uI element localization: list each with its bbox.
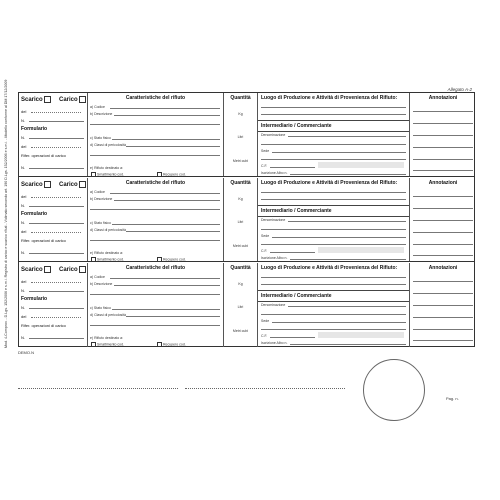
classi-label: d) Classi di pericolosità (90, 313, 126, 317)
rif-operazioni-label: Rifer. operazioni di carico (21, 238, 66, 243)
denominazione-field-2[interactable] (261, 144, 406, 145)
rif-operazioni-label: Rifer. operazioni di carico (21, 153, 66, 158)
annotazioni-column (409, 178, 476, 261)
destinato-label: e) Rifiuto destinato a: (90, 251, 124, 255)
classi-field[interactable] (126, 316, 220, 317)
del-field[interactable] (31, 112, 81, 113)
iscrizione-label: Iscrizione Albo n. (261, 341, 288, 345)
intermediario-header: Intermediario / Commerciante (261, 293, 332, 299)
codice-label: a) Codice (90, 190, 105, 194)
luogo-header: Luogo di Produzione e Attività di Provenienza del Rifiuto: (261, 180, 398, 186)
del-label: del (21, 194, 27, 199)
codice-field[interactable] (110, 108, 220, 109)
del-field[interactable] (31, 197, 81, 198)
intermediario-header: Intermediario / Commerciante (261, 123, 332, 129)
annotazioni-line[interactable] (413, 232, 473, 233)
cf-grey-box (318, 162, 404, 168)
annotazioni-line[interactable] (413, 123, 473, 124)
scarico-label: Scarico (21, 181, 51, 188)
litri-label: Litri (237, 305, 244, 309)
descrizione-label: b) Descrizione (90, 282, 113, 286)
annotazioni-line[interactable] (413, 317, 473, 318)
recupero-checkbox[interactable] (157, 172, 162, 177)
denominazione-field-2[interactable] (261, 314, 406, 315)
annotazioni-column (409, 263, 476, 347)
iscrizione-field[interactable] (290, 344, 406, 345)
annotazioni-header: Annotazioni (428, 95, 458, 101)
stamp-circle (363, 359, 425, 421)
descrizione-field[interactable] (114, 285, 220, 286)
smaltimento-option: Smaltimento cod. (90, 342, 124, 347)
smaltimento-option: Smaltimento cod. (90, 257, 124, 262)
destinato-label: e) Rifiuto destinato a: (90, 166, 124, 170)
carico-checkbox[interactable] (79, 266, 86, 273)
register-table (18, 92, 475, 347)
luogo-field-2[interactable] (261, 199, 406, 200)
caratteristiche-column (87, 93, 223, 176)
annotazioni-line[interactable] (413, 281, 473, 282)
kg-label: Kg (238, 197, 243, 201)
del-label: del (21, 109, 27, 114)
rif-n-field[interactable] (29, 338, 84, 339)
iscrizione-field[interactable] (290, 259, 406, 260)
kg-label: Kg (238, 112, 243, 116)
annotazioni-line[interactable] (413, 329, 473, 330)
register-entry (19, 93, 474, 177)
cf-label: C.F. (261, 164, 268, 168)
classi-field-2[interactable] (90, 155, 220, 156)
descrizione-field-2[interactable] (90, 209, 220, 210)
smaltimento-option: Smaltimento cod. (90, 172, 124, 177)
smaltimento-checkbox[interactable] (91, 172, 96, 177)
kg-label: Kg (238, 282, 243, 286)
destinato-label: e) Rifiuto destinato a: (90, 336, 124, 340)
codice-field[interactable] (110, 278, 220, 279)
recupero-checkbox[interactable] (157, 342, 162, 347)
intermediario-header: Intermediario / Commerciante (261, 208, 332, 214)
register-entry (19, 178, 474, 262)
annotazioni-line[interactable] (413, 340, 473, 341)
cf-field[interactable] (270, 252, 315, 253)
denominazione-label: Denominazione (261, 133, 286, 137)
rif-n-field[interactable] (29, 168, 84, 169)
del-label: del (21, 279, 27, 284)
luogo-column (257, 178, 409, 261)
descrizione-field[interactable] (114, 115, 220, 116)
carico-checkbox[interactable] (79, 96, 86, 103)
caratteristiche-header: Caratteristiche del rifiuto (125, 95, 186, 101)
codice-label: a) Codice (90, 105, 105, 109)
classi-field-2[interactable] (90, 325, 220, 326)
scarico-label: Scarico (21, 96, 51, 103)
stato-fisico-label: c) Stato fisico (90, 136, 112, 140)
denominazione-field[interactable] (288, 136, 406, 137)
luogo-field-1[interactable] (261, 107, 406, 108)
descrizione-field-2[interactable] (90, 124, 220, 125)
footer-code: DEMO.N (18, 350, 34, 355)
signature-line-left (18, 388, 178, 389)
formulario-n-label: N. (21, 305, 25, 310)
sede-field-2[interactable] (261, 244, 406, 245)
formulario-n-field[interactable] (29, 138, 84, 139)
n-label: N. (21, 288, 25, 293)
scarico-checkbox[interactable] (44, 181, 51, 188)
formulario-n-field[interactable] (29, 308, 84, 309)
annotazioni-header: Annotazioni (428, 265, 458, 271)
litri-label: Litri (237, 135, 244, 139)
annotazioni-header: Annotazioni (428, 180, 458, 186)
sede-label: Sede (261, 234, 270, 238)
sede-field[interactable] (272, 152, 406, 153)
classi-label: d) Classi di pericolosità (90, 143, 126, 147)
sede-field-2[interactable] (261, 159, 406, 160)
annotazioni-line[interactable] (413, 159, 473, 160)
carico-checkbox[interactable] (79, 181, 86, 188)
luogo-header: Luogo di Produzione e Attività di Provenienza del Rifiuto: (261, 95, 398, 101)
annotazioni-line[interactable] (413, 293, 473, 294)
smaltimento-checkbox[interactable] (91, 257, 96, 262)
formulario-del-field[interactable] (31, 232, 81, 233)
formulario-label: Formulario (21, 296, 48, 302)
stato-fisico-field[interactable] (112, 224, 220, 225)
luogo-field-2[interactable] (261, 284, 406, 285)
sede-label: Sede (261, 319, 270, 323)
scarico-checkbox[interactable] (44, 266, 51, 273)
side-note: Mod. 4-Comprov. - D.Lgs. 152/2006 e s.m.i. Registro di carico e scarico rifiuti - Vidimato secondo art. 190 D.Lgs. 152/2006 e s.m.i. - Modello conforme al DM 17/12/2009 (4, 79, 8, 348)
formulario-label: Formulario (21, 211, 48, 217)
stato-fisico-label: c) Stato fisico (90, 221, 112, 225)
register-entry (19, 263, 474, 347)
formulario-n-field[interactable] (29, 223, 84, 224)
cf-grey-box (318, 247, 404, 253)
classi-field-2[interactable] (90, 240, 220, 241)
descrizione-label: b) Descrizione (90, 197, 113, 201)
sede-field[interactable] (272, 322, 406, 323)
luogo-field-1[interactable] (261, 192, 406, 193)
cf-field[interactable] (270, 167, 315, 168)
formulario-del-field[interactable] (31, 147, 81, 148)
quantita-header: Quantità (230, 180, 251, 186)
annotazioni-line[interactable] (413, 147, 473, 148)
quantita-column (223, 263, 257, 347)
cf-field[interactable] (270, 337, 315, 338)
stato-fisico-field[interactable] (112, 309, 220, 310)
carico-label: Carico (59, 96, 86, 103)
luogo-header: Luogo di Produzione e Attività di Provenienza del Rifiuto: (261, 265, 398, 271)
smaltimento-checkbox[interactable] (91, 342, 96, 347)
annotazioni-line[interactable] (413, 255, 473, 256)
rif-n-label: N. (21, 165, 25, 170)
quantita-header: Quantità (230, 95, 251, 101)
classi-field[interactable] (126, 231, 220, 232)
rif-n-label: N. (21, 335, 25, 340)
signature-line-right (185, 388, 345, 389)
recupero-option: Recupero cod. (156, 257, 186, 262)
luogo-column (257, 263, 409, 347)
luogo-column (257, 93, 409, 176)
annotazioni-line[interactable] (413, 208, 473, 209)
carico-label: Carico (59, 181, 86, 188)
iscrizione-field[interactable] (290, 174, 406, 175)
cf-label: C.F. (261, 334, 268, 338)
metri-cubi-label: Metri cubi (232, 244, 249, 248)
annotazioni-column (409, 93, 476, 176)
caratteristiche-column (87, 178, 223, 261)
metri-cubi-label: Metri cubi (232, 159, 249, 163)
stato-fisico-label: c) Stato fisico (90, 306, 112, 310)
sede-label: Sede (261, 149, 270, 153)
n-label: N. (21, 118, 25, 123)
metri-cubi-label: Metri cubi (232, 329, 249, 333)
quantita-column (223, 178, 257, 261)
caratteristiche-column (87, 263, 223, 347)
denominazione-label: Denominazione (261, 218, 286, 222)
recupero-option: Recupero cod. (156, 342, 186, 347)
codice-field[interactable] (110, 193, 220, 194)
annotazioni-line[interactable] (413, 135, 473, 136)
quantita-header: Quantità (230, 265, 251, 271)
litri-label: Litri (237, 220, 244, 224)
cf-grey-box (318, 332, 404, 338)
scarico-checkbox[interactable] (44, 96, 51, 103)
formulario-del-label: del (21, 314, 27, 319)
quantita-column (223, 93, 257, 176)
formulario-n-label: N. (21, 220, 25, 225)
recupero-checkbox[interactable] (157, 257, 162, 262)
scarico-label: Scarico (21, 266, 51, 273)
rif-n-field[interactable] (29, 253, 84, 254)
n-label: N. (21, 203, 25, 208)
carico-label: Carico (59, 266, 86, 273)
caratteristiche-header: Caratteristiche del rifiuto (125, 180, 186, 186)
annotazioni-line[interactable] (413, 220, 473, 221)
sede-field[interactable] (272, 237, 406, 238)
caratteristiche-header: Caratteristiche del rifiuto (125, 265, 186, 271)
classi-label: d) Classi di pericolosità (90, 228, 126, 232)
iscrizione-label: Iscrizione Albo n. (261, 256, 288, 260)
formulario-del-label: del (21, 229, 27, 234)
sede-field-2[interactable] (261, 329, 406, 330)
annotazioni-line[interactable] (413, 244, 473, 245)
classi-field[interactable] (126, 146, 220, 147)
formulario-n-label: N. (21, 135, 25, 140)
del-field[interactable] (31, 282, 81, 283)
iscrizione-label: Iscrizione Albo n. (261, 171, 288, 175)
cf-label: C.F. (261, 249, 268, 253)
n-field[interactable] (29, 291, 84, 292)
recupero-option: Recupero cod. (156, 172, 186, 177)
formulario-del-label: del (21, 144, 27, 149)
annotazioni-line[interactable] (413, 111, 473, 112)
denominazione-field-2[interactable] (261, 229, 406, 230)
annotazioni-line[interactable] (413, 170, 473, 171)
formulario-del-field[interactable] (31, 317, 81, 318)
denominazione-field[interactable] (288, 221, 406, 222)
annotazioni-line[interactable] (413, 305, 473, 306)
formulario-label: Formulario (21, 126, 48, 132)
descrizione-label: b) Descrizione (90, 112, 113, 116)
stato-fisico-field[interactable] (112, 139, 220, 140)
descrizione-field[interactable] (114, 200, 220, 201)
luogo-field-1[interactable] (261, 277, 406, 278)
codice-label: a) Codice (90, 275, 105, 279)
denominazione-label: Denominazione (261, 303, 286, 307)
rif-n-label: N. (21, 250, 25, 255)
allegato-label: Allegato A-2 (447, 87, 472, 92)
rif-operazioni-label: Rifer. operazioni di carico (21, 323, 66, 328)
annotazioni-line[interactable] (413, 196, 473, 197)
descrizione-field-2[interactable] (90, 294, 220, 295)
n-field[interactable] (29, 121, 84, 122)
luogo-field-2[interactable] (261, 114, 406, 115)
denominazione-field[interactable] (288, 306, 406, 307)
page-number-label: Pag. n. (446, 396, 459, 401)
n-field[interactable] (29, 206, 84, 207)
